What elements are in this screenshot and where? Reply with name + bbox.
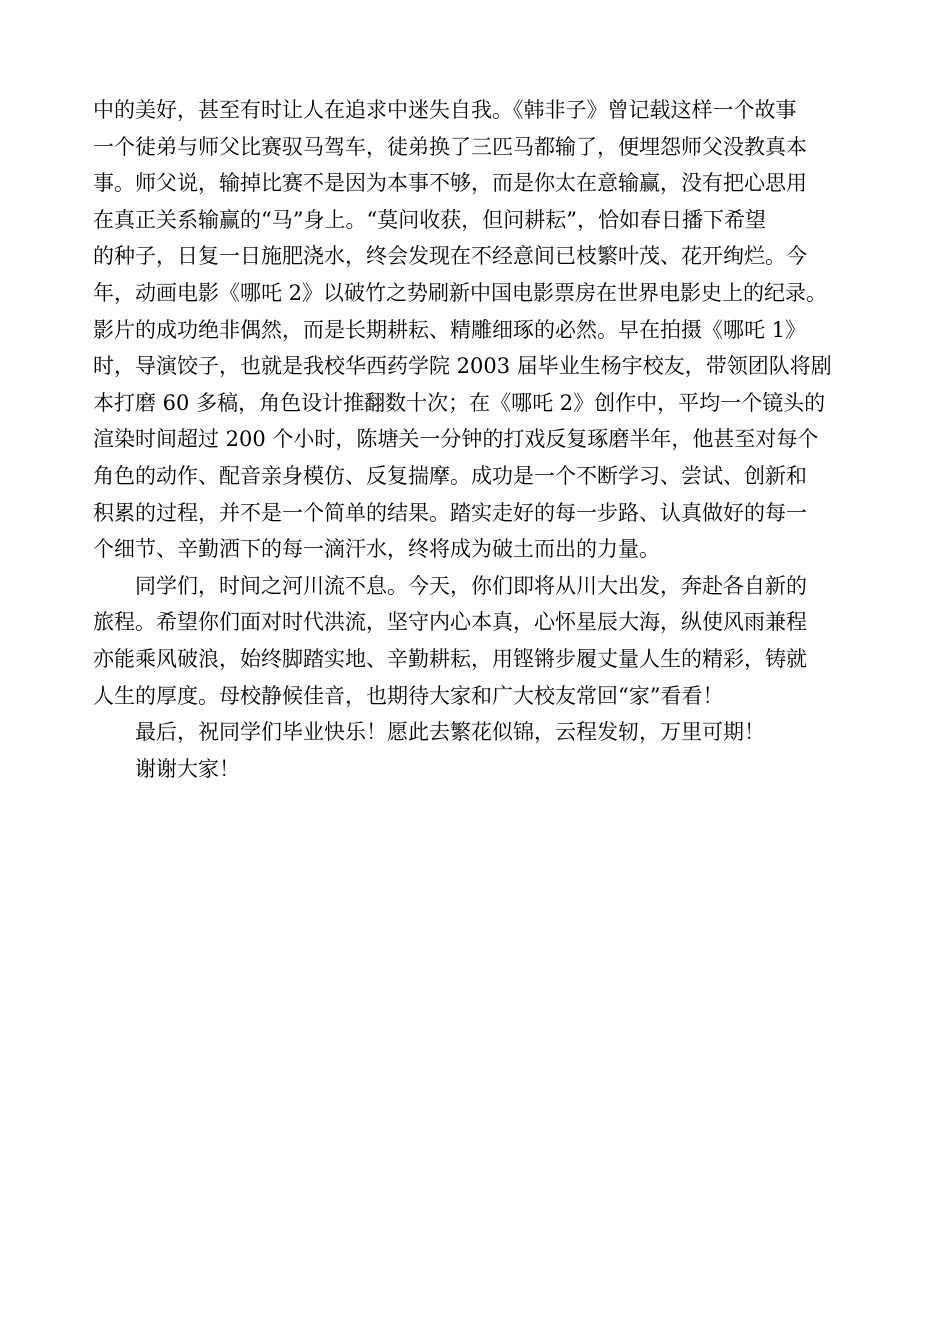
text-line: 本打磨 60 多稿，角色设计推翻数十次；在《哪吒 2》创作中，平均一个镜头的 bbox=[93, 390, 826, 415]
text-line: 渲染时间超过 200 个小时，陈塘关一分钟的打戏反复琢磨半年，他甚至对每个 bbox=[93, 427, 819, 452]
paragraph bbox=[93, 568, 883, 714]
text-line: 的种子，日复一日施肥浇水，终会发现在不经意间已枝繁叶茂、花开绚烂。今 bbox=[93, 244, 807, 269]
text-line: 中的美好，甚至有时让人在追求中迷失自我。《韩非子》曾记载这样一个故事 bbox=[93, 98, 797, 122]
text-line: 影片的成功绝非偶然，而是长期耕耘、精雕细琢的必然。早在拍摄《哪吒 1》 bbox=[93, 317, 807, 342]
paragraph bbox=[93, 92, 883, 568]
speech-body bbox=[93, 92, 883, 787]
text-line: 谢谢大家！ bbox=[135, 756, 240, 781]
text-line: 事。师父说，输掉比赛不是因为本事不够，而是你太在意输赢，没有把心思用 bbox=[93, 171, 807, 196]
text-line: 最后，祝同学们毕业快乐！愿此去繁花似锦，云程发轫，万里可期！ bbox=[135, 720, 765, 745]
text-line: 同学们，时间之河川流不息。今天，你们即将从川大出发，奔赴各自新的 bbox=[135, 573, 807, 598]
text-line: 个细节、辛勤洒下的每一滴汗水，终将成为破土而出的力量。 bbox=[93, 537, 660, 562]
text-line: 在真正关系输赢的“马”身上。“莫问收获，但问耕耘”，恰如春日播下希望 bbox=[93, 207, 766, 232]
text-line: 时，导演饺子，也就是我校华西药学院 2003 届毕业生杨宇校友，带领团队将剧 bbox=[93, 354, 832, 379]
paragraph bbox=[93, 751, 883, 788]
text-line: 积累的过程，并不是一个简单的结果。踏实走好的每一步路、认真做好的每一 bbox=[93, 500, 807, 525]
text-line: 年，动画电影《哪吒 2》以破竹之势刷新中国电影票房在世界电影史上的纪录。 bbox=[93, 280, 828, 305]
text-line: 一个徒弟与师父比赛驭马驾车，徒弟换了三匹马都输了，便埋怨师父没教真本 bbox=[93, 134, 807, 159]
text-line: 人生的厚度。母校静候佳音，也期待大家和广大校友常回“家”看看！ bbox=[93, 683, 724, 708]
text-line: 亦能乘风破浪，始终脚踏实地、辛勤耕耘，用铿锵步履丈量人生的精彩，铸就 bbox=[93, 646, 807, 671]
paragraph bbox=[93, 714, 883, 751]
text-line: 角色的动作、配音亲身模仿、反复揣摩。成功是一个不断学习、尝试、创新和 bbox=[93, 463, 807, 488]
text-line: 旅程。希望你们面对时代洪流，坚守内心本真，心怀星辰大海，纵使风雨兼程 bbox=[93, 610, 807, 635]
